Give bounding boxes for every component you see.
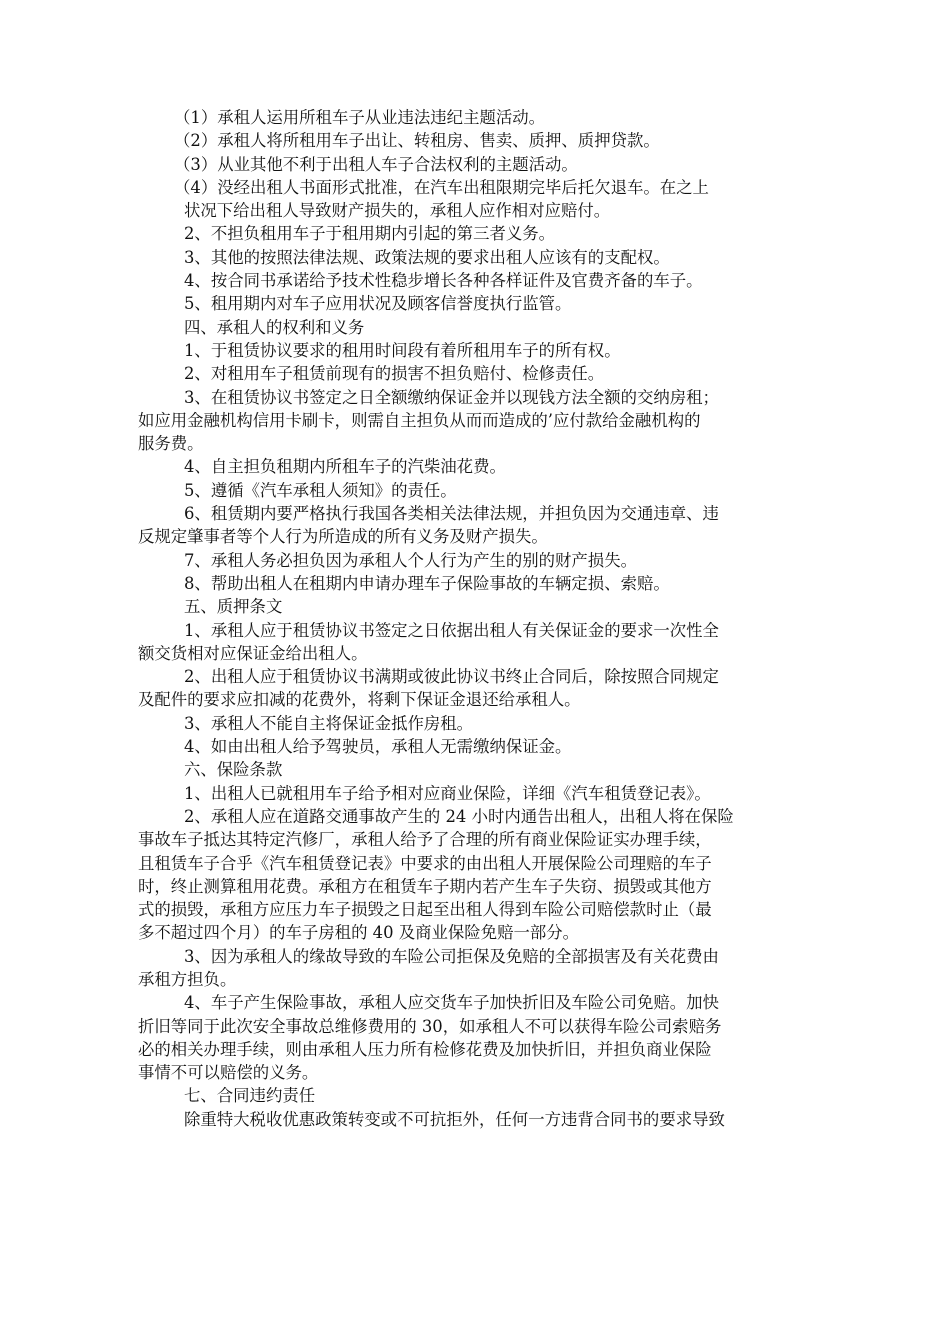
text-line: 5、租用期内对车子应用状况及顾客信誉度执行监管。	[184, 294, 572, 314]
text-line: 3、因为承租人的缘故导致的车险公司拒保及免赔的全部损害及有关花费由	[184, 946, 719, 966]
text-line: 如应用金融机构信用卡刷卡，则需自主担负从而而造成的’应付款给金融机构的	[138, 410, 701, 430]
text-line: 状况下给出租人导致财产损失的，承租人应作相对应赔付。	[184, 201, 611, 221]
text-line: 4、如由出租人给予驾驶员，承租人无需缴纳保证金。	[184, 737, 572, 757]
text-line: 必的相关办理手续，则由承租人压力所有检修花费及加快折旧，并担负商业保险	[138, 1039, 712, 1059]
text-line: 反规定肇事者等个人行为所造成的所有义务及财产损失。	[138, 527, 548, 547]
text-line: 7、承租人务必担负因为承租人个人行为产生的别的财产损失。	[184, 550, 637, 570]
text-line: 多不超过四个月）的车子房租的 40 及商业保险免赔一部分。	[138, 923, 580, 943]
text-line: 4、按合同书承诺给予技术性稳步增长各种各样证件及官费齐备的车子。	[184, 271, 703, 291]
text-line: （3）从业其他不利于出租人车子合法权利的主题活动。	[174, 154, 578, 174]
text-line: 2、出租人应于租赁协议书满期或彼此协议书终止合同后，除按照合同规定	[184, 667, 719, 687]
text-line: 2、承租人应在道路交通事故产生的 24 小时内通告出租人，出租人将在保险	[184, 806, 734, 826]
text-line: 且租赁车子合乎《汽车租赁登记表》中要求的由出租人开展保险公司理赔的车子	[138, 853, 712, 873]
text-line: 1、出租人已就租用车子给予相对应商业保险，详细《汽车租赁登记表》。	[184, 783, 711, 803]
text-line: 及配件的要求应扣减的花费外，将剩下保证金退还给承租人。	[138, 690, 581, 710]
text-line: 服务费。	[138, 434, 204, 454]
text-line: 3、在租赁协议书签定之日全额缴纳保证金并以现钱方法全额的交纳房租；	[184, 387, 719, 407]
text-line: 额交货相对应保证金给出租人。	[138, 643, 368, 663]
text-line: 五、质押条文	[184, 597, 283, 617]
text-line: 折旧等同于此次安全事故总维修费用的 30，如承租人不可以获得车险公司索赔务	[138, 1016, 722, 1036]
text-line: 四、承租人的权利和义务	[184, 317, 365, 337]
text-line: （2）承租人将所租用车子出让、转租房、售卖、质押、质押贷款。	[174, 131, 660, 151]
text-line: （1）承租人运用所租车子从业违法违纪主题活动。	[174, 108, 546, 127]
text-line: 2、对租用车子租赁前现有的损害不担负赔付、检修责任。	[184, 364, 605, 384]
text-line: 5、遵循《汽车承租人须知》的责任。	[184, 480, 457, 500]
text-line: 4、自主担负租期内所租车子的汽柴油花费。	[184, 457, 506, 477]
text-line: 1、承租人应于租赁协议书签定之日依据出租人有关保证金的要求一次性全	[184, 620, 719, 640]
text-line: 4、车子产生保险事故，承租人应交货车子加快折旧及车险公司免赔。加快	[184, 993, 719, 1013]
text-line: 事情不可以赔偿的义务。	[138, 1063, 319, 1083]
text-line: 除重特大税收优惠政策转变或不可抗拒外，任何一方违背合同书的要求导致	[184, 1109, 725, 1129]
text-line: 3、其他的按照法律法规、政策法规的要求出租人应该有的支配权。	[184, 247, 670, 267]
text-line: 8、帮助出租人在租期内申请办理车子保险事故的车辆定损、索赔。	[184, 573, 670, 593]
text-line: 6、租赁期内要严格执行我国各类相关法律法规，并担负因为交通违章、违	[184, 504, 719, 524]
text-line: 承租方担负。	[138, 969, 237, 989]
text-line: 2、不担负租用车子于租用期内引起的第三者义务。	[184, 224, 556, 244]
text-line: 3、承租人不能自主将保证金抵作房租。	[184, 713, 474, 733]
text-line: 时，终止测算租用花费。承租方在租赁车子期内若产生车子失窃、损毁或其他方	[138, 876, 712, 896]
document-body	[138, 106, 828, 1131]
text-line: 1、于租赁协议要求的租用时间段有着所租用车子的所有权。	[184, 340, 621, 360]
text-line: 式的损毁，承租方应压力车子损毁之日起至出租人得到车险公司赔偿款时止（最	[138, 900, 712, 920]
text-line: 事故车子抵达其特定汽修厂，承租人给予了合理的所有商业保险证实办理手续，	[138, 830, 712, 850]
text-line: 六、保险条款	[184, 760, 283, 780]
text-line: （4）没经出租人书面形式批准，在汽车出租限期完毕后托欠退车。在之上	[174, 177, 709, 197]
text-line: 七、合同违约责任	[184, 1086, 316, 1106]
